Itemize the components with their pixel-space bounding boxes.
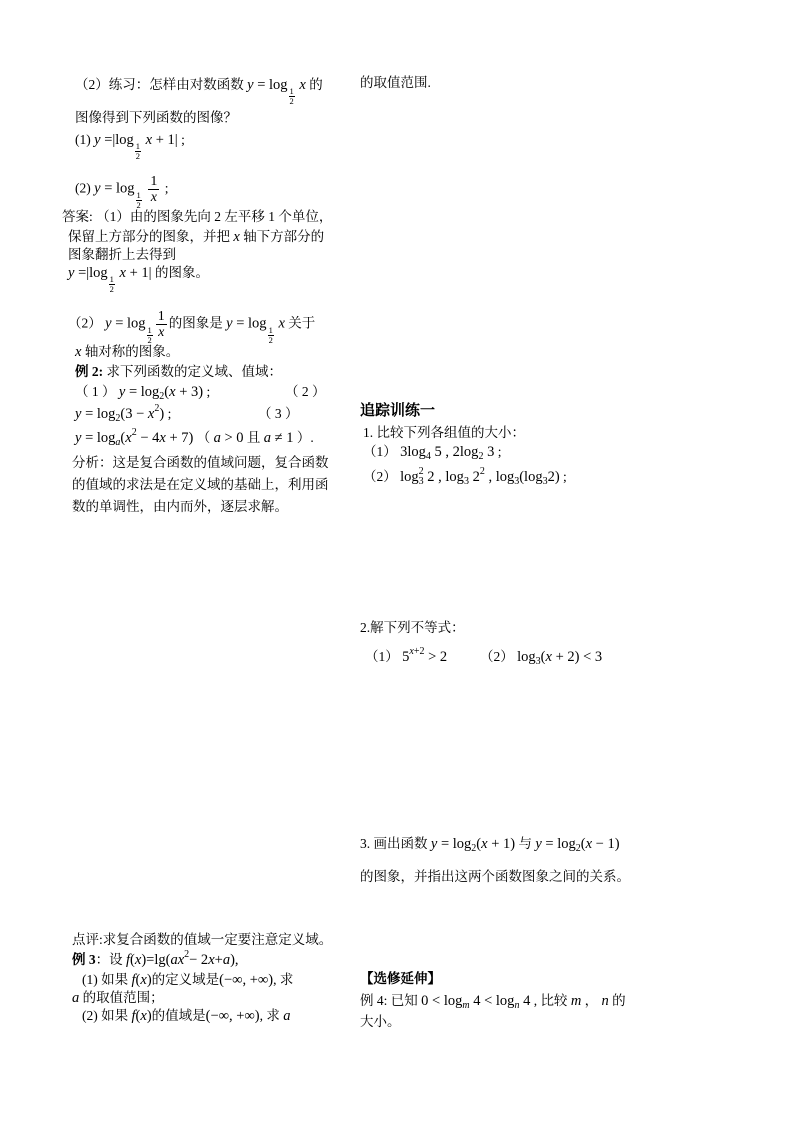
answer-line-1: 答案: （1）由的图象先向 2 左平移 1 个单位， [62,209,333,224]
text-run: 轴对称的图象。 [81,344,180,359]
question-1-a [363,443,501,461]
example-3-part-1-cont [72,989,164,1007]
text-run: （ [193,430,214,445]
text-run: 的 [608,993,626,1008]
fraction-denominator: 2 [147,334,152,345]
math-text: = log [81,430,116,446]
practice-item-1 [75,131,185,161]
text-run: 2 [159,391,165,402]
math-variable: x [140,972,147,988]
fraction-numerator: 1 [268,324,273,335]
math-text: ( [130,952,135,968]
text-run: 2 [479,466,485,477]
answer-line-2 [68,228,324,246]
math-text: (3 − [120,406,148,422]
fraction-numerator [156,309,167,325]
math-text: = log [125,384,160,400]
math-variable: a [213,430,221,446]
text-run: 且 [243,430,264,445]
fraction [156,309,167,340]
subscript [419,476,424,487]
text-run: 1 [150,174,158,189]
subscript [514,1000,519,1011]
text-run: 的图象是 [168,315,227,331]
text-run: , 求 [259,1008,284,1023]
math-variable: x [159,430,166,446]
answer-line-5 [68,309,315,345]
text-run: 保留上方部分的图象，并把 [68,229,234,244]
math-variable: y [118,384,126,400]
example-2-analysis-line-2: 的值域的求法是在定义域的基础上，利用函 [72,477,329,492]
math-text: log [400,469,419,485]
math-text: 3 [483,444,495,460]
text-run: , 求 [273,972,294,987]
text-run: （2） [68,315,106,331]
math-text: + 3) [175,384,204,400]
example-3-part-2 [82,1007,290,1025]
math-variable: f [131,1008,136,1024]
text-run: 3 [535,656,541,667]
fraction-subscript [109,275,115,294]
text-run: 2 [184,949,190,960]
math-variable: a [115,437,121,448]
text-run: 求下列函数的定义域、值域： [103,364,282,379]
text-run: (2) [75,180,95,196]
text-run: （1） [365,649,403,664]
math-variable: x [169,384,176,400]
math-variable: y [247,77,254,93]
example-2-part-2-label: （ 2 ） [285,384,326,399]
math-text: ( [580,836,586,852]
superscript [419,466,424,477]
text-run: 的取值范围； [79,990,164,1005]
math-text: + [214,952,223,968]
text-run: ， [581,993,602,1008]
math-variable: x [125,430,132,446]
example-2-part-2 [75,405,171,423]
question-2-b [480,648,602,666]
text-run: （ 1 ） [75,384,119,399]
text-run: (1) [75,132,95,147]
math-text: = log [541,836,576,852]
fraction-numerator: 1 [136,189,141,200]
example-4-line-2: 大小。 [360,1014,401,1029]
example-2-analysis-line-1: 分析：这是复合函数的值域问题，复合函数 [72,455,329,470]
superscript [480,466,485,477]
subscript [536,656,541,667]
text-run: 轴下方部分的 [239,229,325,244]
math-variable: m [462,1000,470,1011]
question-3-line-1 [360,835,620,853]
text-run: 2 [115,413,121,424]
subscript [471,843,476,854]
fraction-numerator [148,174,159,190]
text-run: 的图象。 [151,265,209,280]
math-variable: y [94,132,101,148]
example-3-part-2-cont: 的取值范围. [360,75,431,90]
answer-line-4 [68,264,209,294]
text-run: 2 [575,843,581,854]
text-run: 与 [515,836,536,851]
fraction-subscript [136,191,142,210]
math-text: 2 [468,469,480,485]
example-2-part-3-label: （ 3 ） [258,406,299,421]
text-run: 的值域是 [151,1008,206,1023]
fraction-numerator: 1 [289,86,294,96]
math-variable: a [72,990,80,1006]
math-text: 3log [400,444,426,460]
math-variable: x [134,952,142,968]
bold-label: 例 2: [75,364,104,379]
math-text: + 2) < 3 [551,649,603,665]
subscript [464,476,469,487]
example-2-part-3 [75,429,314,447]
subscript [115,437,120,448]
text-run: （2） [480,649,518,664]
math-text: (−∞, +∞) [205,1008,260,1024]
tracking-exercise-title: 追踪训练一 [360,403,436,419]
math-variable: x [278,315,285,332]
math-variable: y [430,836,438,852]
math-text: 0 < log [421,993,463,1009]
fraction-denominator: 2 [135,151,141,161]
math-variable: x [119,265,126,281]
math-variable: f [131,972,136,988]
text-run: ）. [293,430,314,445]
math-text: ) [146,1008,152,1024]
subscript [478,451,483,462]
example-2-title [75,363,282,381]
fraction-denominator: 2 [136,199,141,210]
text-run: 关于 [284,315,316,331]
math-variable: x [150,190,158,205]
text-run: 2 [471,843,477,854]
math-text: ( [476,836,482,852]
text-run: ：设 [95,952,126,967]
math-variable: a [283,1008,291,1024]
math-variable: x [545,649,552,665]
math-variable: x [158,325,165,340]
math-text: 4 [519,993,531,1009]
subscript [462,1000,469,1011]
math-variable: y [94,180,101,197]
subscript [115,413,120,424]
fraction-denominator: 2 [109,284,114,294]
subscript [159,391,164,402]
elective-title: 【选修延伸】 [360,971,441,986]
math-variable: y [226,315,233,332]
math-variable: x [140,1008,147,1024]
subscript [426,451,431,462]
question-2: 2.解下列不等式： [360,620,465,635]
math-variable: x [481,836,488,852]
math-variable: a [222,952,231,968]
math-text: + 1| [152,132,178,148]
math-variable: n [601,993,609,1009]
math-variable: x [585,836,593,852]
comment-line: 点评:求复合函数的值域一定要注意定义域。 [72,932,333,947]
math-text: = log [111,315,146,332]
question-2-a [365,648,447,666]
fraction-numerator: 1 [147,324,152,335]
math-text: − 1) [592,836,620,852]
fraction-subscript [289,87,295,106]
math-variable: y [105,315,112,332]
math-text: = log [100,180,135,197]
text-run: 2 [478,451,484,462]
fraction [148,174,159,205]
text-run: 2 [154,403,160,414]
math-text: =|log [74,265,108,281]
text-run: 4 [425,451,431,462]
math-text [143,181,147,197]
math-text: +2 [413,646,425,657]
example-3-part-1 [82,971,293,989]
bold-label: 例 3 [72,952,96,967]
math-text: ( [164,384,170,400]
math-text: > 0 [220,430,244,446]
math-variable: y [535,836,542,852]
fraction-denominator: 2 [268,334,273,345]
math-text: 2) [547,469,560,485]
text-run: ; [164,406,172,421]
math-text: = log [437,836,472,852]
answer-line-3: 图象翻折上去得到 [68,247,176,262]
text-run: 3 [514,476,520,487]
fraction-denominator [148,190,159,205]
math-variable: x [145,132,153,148]
math-text: = log [253,77,288,93]
text-run: (1) 如果 [82,972,132,987]
text-run: ; [203,384,211,399]
text-run: 的定义域是 [151,972,220,987]
fraction-numerator: 1 [109,274,114,284]
text-run: 2 [131,427,137,438]
math-text: 5 [402,649,410,665]
math-text: ( [120,430,126,446]
math-variable: x [233,229,240,245]
superscript [154,403,159,414]
fraction-subscript [268,326,274,345]
math-variable: a [263,430,272,446]
text-run: 3 [542,476,548,487]
text-run: 例 4: 已知 [360,993,422,1008]
subscript [576,843,581,854]
example-2-analysis-line-3: 数的单调性，由内而外，逐层求解。 [72,499,288,514]
math-text: 4 < log [469,993,515,1009]
text-run: （1） [363,444,401,459]
fraction-subscript [135,142,141,161]
math-variable: x [208,952,215,968]
fraction-denominator: 2 [289,96,294,106]
math-text: ( [540,649,546,665]
math-text: = log [81,406,116,422]
superscript [132,427,137,438]
text-run: （2） [363,469,401,484]
example-4-line-1 [360,992,626,1010]
fraction-subscript [147,326,153,345]
math-text: = log [232,315,267,332]
superscript [184,949,189,960]
text-run: 1 [157,309,165,324]
math-variable: x [75,344,82,360]
practice-prompt-line-2: 图像得到下列函数的图像？ [75,110,237,125]
math-variable: y [75,430,82,446]
math-text: ) [146,972,152,988]
math-text: ( [135,972,141,988]
question-1-b [363,468,567,486]
question-1: 1. 比较下列各组值的大小： [363,425,525,440]
text-run: 3 [463,476,469,487]
superscript [409,646,424,657]
math-text: )=lg( [141,952,171,968]
math-text: + 1) [487,836,516,852]
example-3-title [72,951,239,969]
question-3-line-2: 的图象，并指出这两个函数图象之间的关系。 [360,869,630,884]
text-run: 3 [418,476,424,487]
text-run: （2）练习：怎样由对数函数 [75,77,248,92]
math-text: > 2 [424,649,448,665]
text-run: 3. 画出函数 [360,836,431,851]
math-variable: y [75,406,82,422]
answer-line-6 [75,343,179,361]
text-run: 2 [418,466,424,477]
math-variable: x [299,77,306,93]
math-text: ), [230,952,239,968]
math-text: − 2 [189,952,209,968]
example-2-part-1 [75,383,210,401]
subscript [543,476,548,487]
subscript [514,476,519,487]
math-text: ≠ 1 [271,430,294,446]
math-text: + 1| [125,265,152,281]
fraction-numerator: 1 [135,141,141,151]
practice-item-2 [75,174,169,210]
text-run: (2) 如果 [82,1008,132,1023]
math-text: − 4 [136,430,160,446]
fraction-denominator [156,325,167,340]
math-text: log [517,649,536,665]
math-variable: x [409,646,414,657]
math-text: (log [519,469,543,485]
text-run: ; [161,180,169,196]
practice-prompt-line-1 [75,76,323,106]
math-text: ( [135,1008,141,1024]
math-variable: m [570,993,582,1009]
math-variable: f [126,952,131,968]
math-variable: y [68,265,75,281]
math-text: (−∞, +∞) [219,972,274,988]
text-run: , 比较 [530,993,571,1008]
text-run: ; [559,469,567,484]
math-text: 5 , 2log [430,444,479,460]
math-text: + 7) [165,430,194,446]
text-run: ; [177,132,185,147]
math-text: , log [484,469,515,485]
math-text: =|log [100,132,134,148]
math-variable: x [147,406,155,422]
math-variable: n [514,1000,520,1011]
text-run: 的 [305,77,323,92]
text-run: ; [494,444,502,459]
math-text: ) [159,406,165,422]
math-variable: ax [170,952,185,968]
math-text: 2 , log [423,469,464,485]
